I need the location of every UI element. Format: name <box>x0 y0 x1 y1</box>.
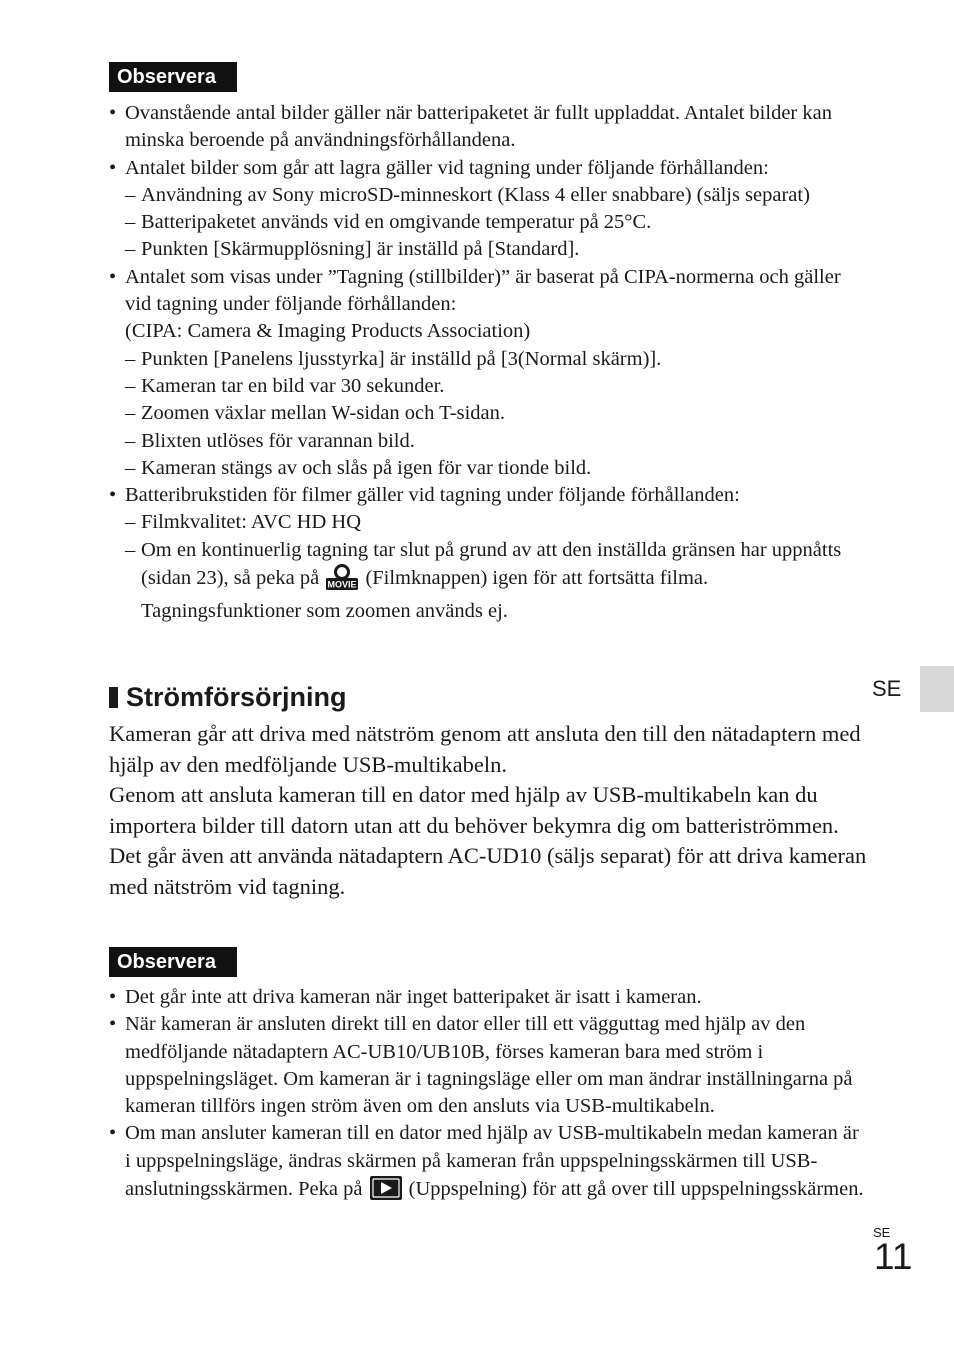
language-code: SE <box>872 676 902 701</box>
note-text: Om man ansluter kameran till en dator med hjälp av USB-multikabeln medan kameran är i uppspelningsläge, ändras skärmen på kameran från uppspelningsskärmen till USB-anslutningsskärmen. Peka på <box>125 1122 859 1201</box>
observera-label: Observera <box>109 947 237 977</box>
note-dash: – Zoomen växlar mellan W-sidan och T-sidan. <box>109 400 869 427</box>
note-dash: – Filmkvalitet: AVC HD HQ <box>109 509 869 536</box>
observera-label: Observera <box>109 62 237 92</box>
section-body <box>109 719 869 903</box>
note-text: (Filmknappen) igen för att fortsätta filma. Tagningsfunktioner som zoomen används ej. <box>141 567 709 623</box>
notes-list-2 <box>109 984 869 1209</box>
movie-button-icon <box>325 564 359 598</box>
paragraph: Kameran går att driva med nätström genom att ansluta den till den nätadaptern med hjälp av den medföljande USB-multikabeln. <box>109 721 861 777</box>
note-text: Om en kontinuerlig tagning tar slut på grund av att den inställda gränsen har uppnåtts (sidan 23), så peka på <box>141 538 842 590</box>
paragraph: Genom att ansluta kameran till en dator med hjälp av USB-multikabeln kan du importera bilder till datorn utan att du behöver bekymra dig om batteriströmmen. <box>109 782 839 838</box>
section-title: Strömförsörjning <box>126 682 347 712</box>
section-marker <box>109 687 118 708</box>
note-dash: – Kameran tar en bild var 30 sekunder. <box>109 373 869 400</box>
note-dash: – Blixten utlöses för varannan bild. <box>109 428 869 455</box>
note-paren: (CIPA: Camera & Imaging Products Association) <box>125 320 531 343</box>
notes-list-1 <box>109 100 869 626</box>
note-bullet: • Det går inte att driva kameran när inget batteripaket är isatt i kameran. <box>109 984 869 1011</box>
note-dash-with-icon <box>109 537 869 626</box>
note-bullet: • När kameran är ansluten direkt till en dator eller till ett vägguttag med hjälp av den medföljande nätadaptern AC-UB10/UB10B, förses kameran bara med ström i uppspelningsläget. Om kameran är i tagningsläge eller om man ändrar inställningarna på kameran tillförs ingen ström även om den ansluts via USB-multikabeln. <box>109 1011 869 1120</box>
language-tab <box>920 666 954 712</box>
movie-icon-text: MOVIE <box>327 579 357 590</box>
note-dash: – Punkten [Skärmupplösning] är inställd på [Standard]. <box>109 236 869 263</box>
paragraph: Det går även att använda nätadaptern AC-UD10 (säljs separat) för att driva kameran med nätström vid tagning. <box>109 843 867 899</box>
note-dash: – Batteripaketet används vid en omgivande temperatur på 25°C. <box>109 209 869 236</box>
note-dash: – Kameran stängs av och slås på igen för var tionde bild. <box>109 455 869 482</box>
note-bullet: • Antalet som visas under ”Tagning (stillbilder)” är baserat på CIPA-normerna och gäller vid tagning under följande förhållanden: <box>109 264 869 319</box>
section-heading <box>109 679 347 715</box>
playback-icon <box>369 1175 403 1209</box>
note-bullet: • Ovanstående antal bilder gäller när batteripaketet är fullt uppladdat. Antalet bilder kan minska beroende på användningsförhållandena. <box>109 100 869 155</box>
note-bullet-with-icon <box>109 1120 869 1209</box>
page-language: SE <box>873 1225 891 1240</box>
note-bullet: • Antalet bilder som går att lagra gäller vid tagning under följande förhållanden: <box>109 155 869 182</box>
page-number: 11 <box>874 1236 913 1277</box>
note-text: (Uppspelning) för att gå over till uppspelningsskärmen. <box>408 1178 864 1201</box>
note-bullet: • Batteribrukstiden för filmer gäller vid tagning under följande förhållanden: <box>109 482 869 509</box>
note-dash: – Punkten [Panelens ljusstyrka] är inställd på [3(Normal skärm)]. <box>109 346 869 373</box>
note-dash: – Användning av Sony microSD-minneskort (Klass 4 eller snabbare) (säljs separat) <box>109 182 869 209</box>
